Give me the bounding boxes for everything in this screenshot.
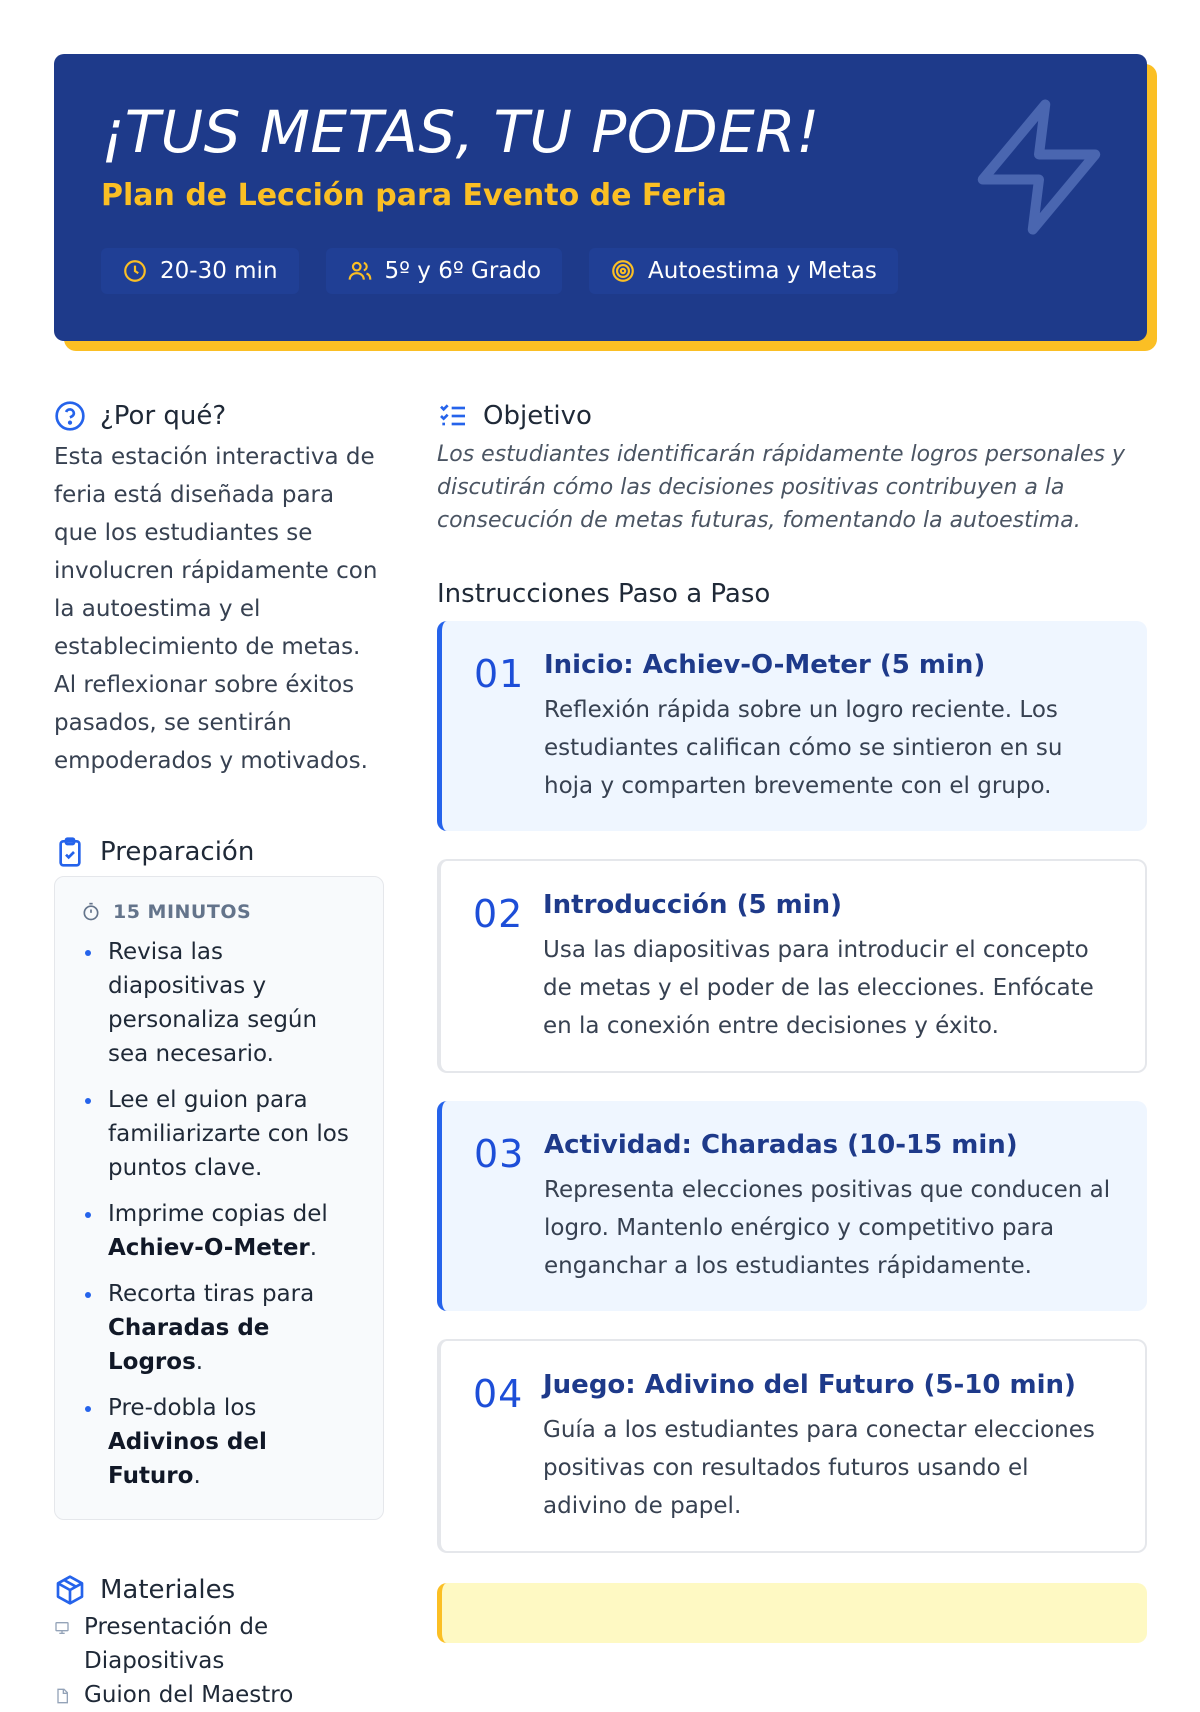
why-heading [54,398,384,434]
step-card-4 [437,1339,1147,1553]
duration-pill [101,248,299,294]
step-card-2 [437,859,1147,1073]
tip-note-box [437,1583,1147,1643]
page-title: ¡TUS METAS, TU PODER! [101,98,820,166]
box-icon [54,1574,86,1606]
materials-heading [54,1572,384,1608]
preparation-box [54,876,384,1520]
step-title: Actividad: Charadas (10-15 min) [544,1130,1018,1160]
target-icon [610,258,636,284]
step-number: 01 [474,652,525,696]
step-number: 03 [474,1132,525,1176]
steps-list [437,621,1147,1553]
step-number: 02 [473,892,524,936]
step-card-3 [437,1101,1147,1311]
topic-pill [589,248,898,294]
preparation-time-label: 15 MINUTOS [113,901,252,923]
list-item: Recorta tiras para Charadas de Logros. [81,1277,359,1379]
step-card-1 [437,621,1147,831]
materials-list [54,1610,384,1712]
step-description: Representa elecciones positivas que conducen al logro. Mantenlo enérgico y competitivo para enganchar a los estudiantes rápidamente. [544,1177,1111,1279]
material-label: Presentación de Diapositivas [84,1614,269,1674]
material-item [54,1678,384,1712]
preparation-heading-label: Preparación [100,837,255,867]
materials-heading-label: Materiales [100,1575,236,1605]
timer-icon [81,902,101,922]
material-label: Guion del Maestro [84,1682,294,1708]
list-item: Revisa las diapositivas y personaliza según sea necesario. [81,935,359,1071]
why-heading-label: ¿Por qué? [100,401,227,431]
step-title: Inicio: Achiev-O-Meter (5 min) [544,650,986,680]
step-description: Reflexión rápida sobre un logro reciente. Los estudiantes califican cómo se sintieron en su hoja y comparten brevemente con el grupo. [544,697,1063,799]
preparation-heading [54,834,384,870]
question-circle-icon [54,400,86,432]
left-column [54,398,384,1712]
topic-label: Autoestima y Metas [648,258,877,284]
step-title: Introducción (5 min) [543,890,842,920]
step-number: 04 [473,1372,524,1416]
users-icon [347,258,373,284]
material-item [54,1610,384,1678]
right-column [437,398,1147,1553]
script-icon [54,1688,70,1704]
grade-label: 5º y 6º Grado [384,258,542,284]
clipboard-check-icon [54,836,86,868]
step-description: Guía a los estudiantes para conectar elecciones positivas con resultados futuros usando el adivino de papel. [543,1417,1095,1519]
steps-heading: Instrucciones Paso a Paso [437,579,771,609]
objective-heading [437,398,1147,434]
list-item: Imprime copias del Achiev-O-Meter. [81,1197,359,1265]
header-banner [54,54,1147,341]
step-title: Juego: Adivino del Futuro (5-10 min) [543,1370,1076,1400]
presentation-icon [54,1620,70,1636]
lesson-meta-pills [101,248,898,294]
objective-heading-label: Objetivo [483,401,592,431]
step-description: Usa las diapositivas para introducir el concepto de metas y el poder de las elecciones. Enfócate en la conexión entre decisiones y éxito. [543,937,1094,1039]
lightning-bolt-icon [964,92,1114,242]
objective-text: Los estudiantes identificarán rápidamente logros personales y discutirán cómo las decisiones positivas contribuyen a la consecución de metas futuras, fomentando la autoestima. [437,442,1126,533]
why-text: Esta estación interactiva de feria está diseñada para que los estudiantes se involucren rápidamente con la autoestima y el establecimiento de metas. Al reflexionar sobre éxitos pasados, se sentirán empoderados y motivados. [54,444,378,774]
preparation-list [81,935,359,1493]
grade-pill [326,248,563,294]
preparation-time [81,901,359,923]
duration-label: 20-30 min [160,258,278,284]
list-item: Pre-dobla los Adivinos del Futuro. [81,1391,359,1493]
page-subtitle: Plan de Lección para Evento de Feria [101,178,727,213]
checklist-icon [437,400,469,432]
list-item: Lee el guion para familiarizarte con los puntos clave. [81,1083,359,1185]
clock-icon [122,258,148,284]
